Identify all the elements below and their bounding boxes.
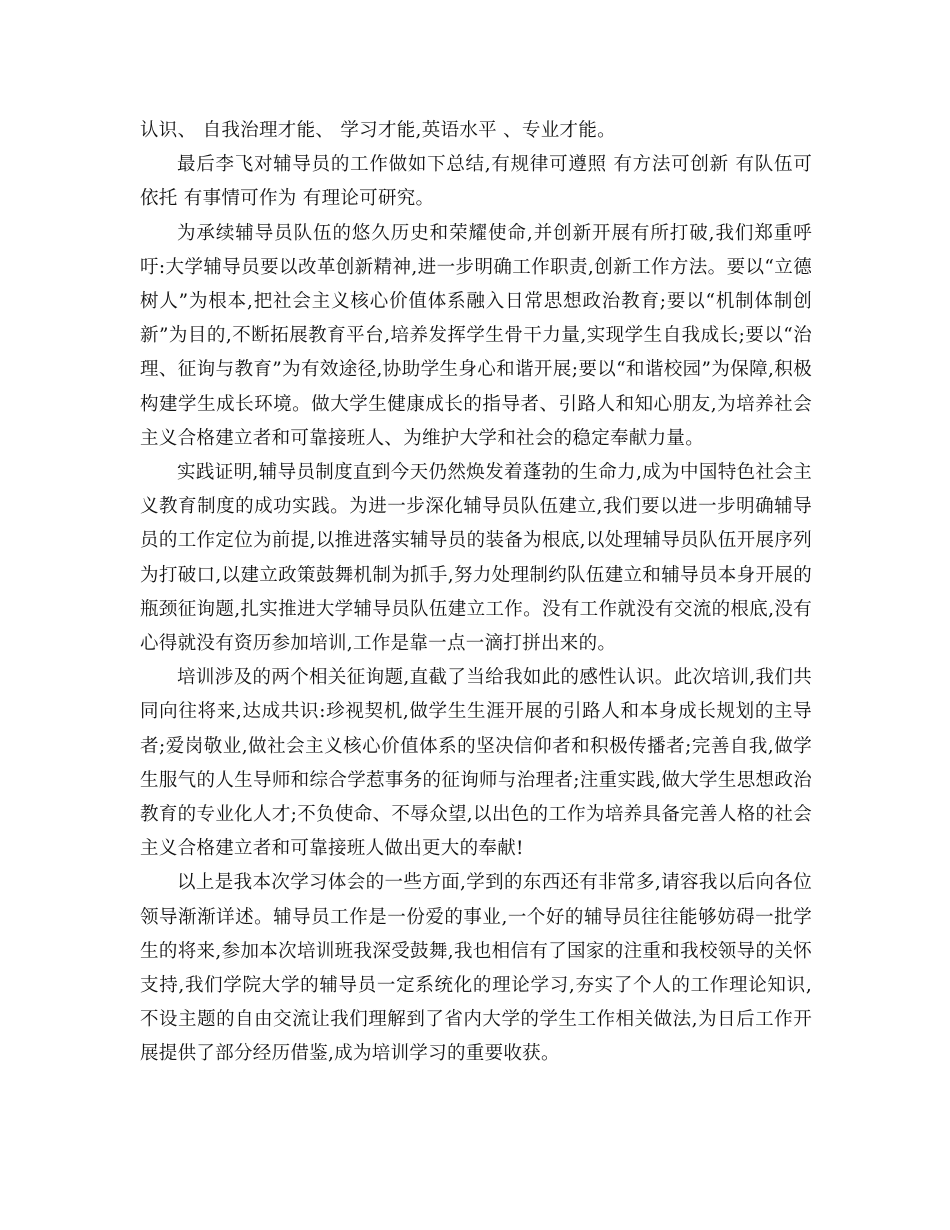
paragraph-summary: 最后李飞对辅导员的工作做如下总结,有规律可遵照 有方法可创新 有队伍可依托 有事情可作为 有理论可研究。 — [140, 154, 812, 210]
paragraph-training: 培训涉及的两个相关征询题,直截了当给我如此的感性认识。此次培训,我们共同向往将来,达成共识:珍视契机,做学生生涯开展的引路人和本身成长规划的主导者;爱岗敬业,做社会主义核心价值体系的坚决信仰者和积极传播者;完善自我,做学生服气的人生导师和综合学惹事务的征询师与治理者;注重实践,做大学生思想政治教育的专业化人才;不负使命、不辱众望,以出色的工作为培养具备完善人格的社会主义合格建立者和可靠接班人做出更大的奉献! — [140, 667, 812, 860]
document-body — [140, 114, 812, 1072]
paragraph-appeal: 为承续辅导员队伍的悠久历史和荣耀使命,并创新开展有所打破,我们郑重呼吁:大学辅导员要以改革创新精神,进一步明确工作职责,创新工作方法。要以“立德树人”为根本,把社会主义核心价值体系融入日常思想政治教育;要以“机制体制创新”为目的,不断拓展教育平台,培养发挥学生骨干力量,实现学生自我成长;要以“治理、征询与教育”为有效途径,协助学生身心和谐开展;要以“和谐校园”为保障,积极构建学生成长环境。做大学生健康成长的指导者、引路人和知心朋友,为培养社会主义合格建立者和可靠接班人、为维护大学和社会的稳定奉献力量。 — [140, 222, 812, 449]
paragraph-continuation: 认识、 自我治理才能、 学习才能,英语水平 、专业才能。 — [140, 120, 616, 141]
paragraph-conclusion: 以上是我本次学习体会的一些方面,学到的东西还有非常多,请容我以后向各位领导渐渐详述。辅导员工作是一份爱的事业,一个好的辅导员往往能够妨碍一批学生的将来,参加本次培训班我深受鼓舞,我也相信有了国家的注重和我校领导的关怀支持,我们学院大学的辅导员一定系统化的理论学习,夯实了个人的工作理论知识,不设主题的自由交流让我们理解到了省内大学的学生工作相关做法,为日后工作开展提供了部分经历借鉴,成为培训学习的重要收获。 — [140, 872, 812, 1065]
paragraph-practice: 实践证明,辅导员制度直到今天仍然焕发着蓬勃的生命力,成为中国特色社会主义教育制度的成功实践。为进一步深化辅导员队伍建立,我们要以进一步明确辅导员的工作定位为前提,以推进落实辅导员的装备为根底,以处理辅导员队伍开展序列为打破口,以建立政策鼓舞机制为抓手,努力处理制约队伍建立和辅导员本身开展的瓶颈征询题,扎实推进大学辅导员队伍建立工作。没有工作就没有交流的根底,没有心得就没有资历参加培训,工作是靠一点一滴打拼出来的。 — [140, 462, 812, 655]
